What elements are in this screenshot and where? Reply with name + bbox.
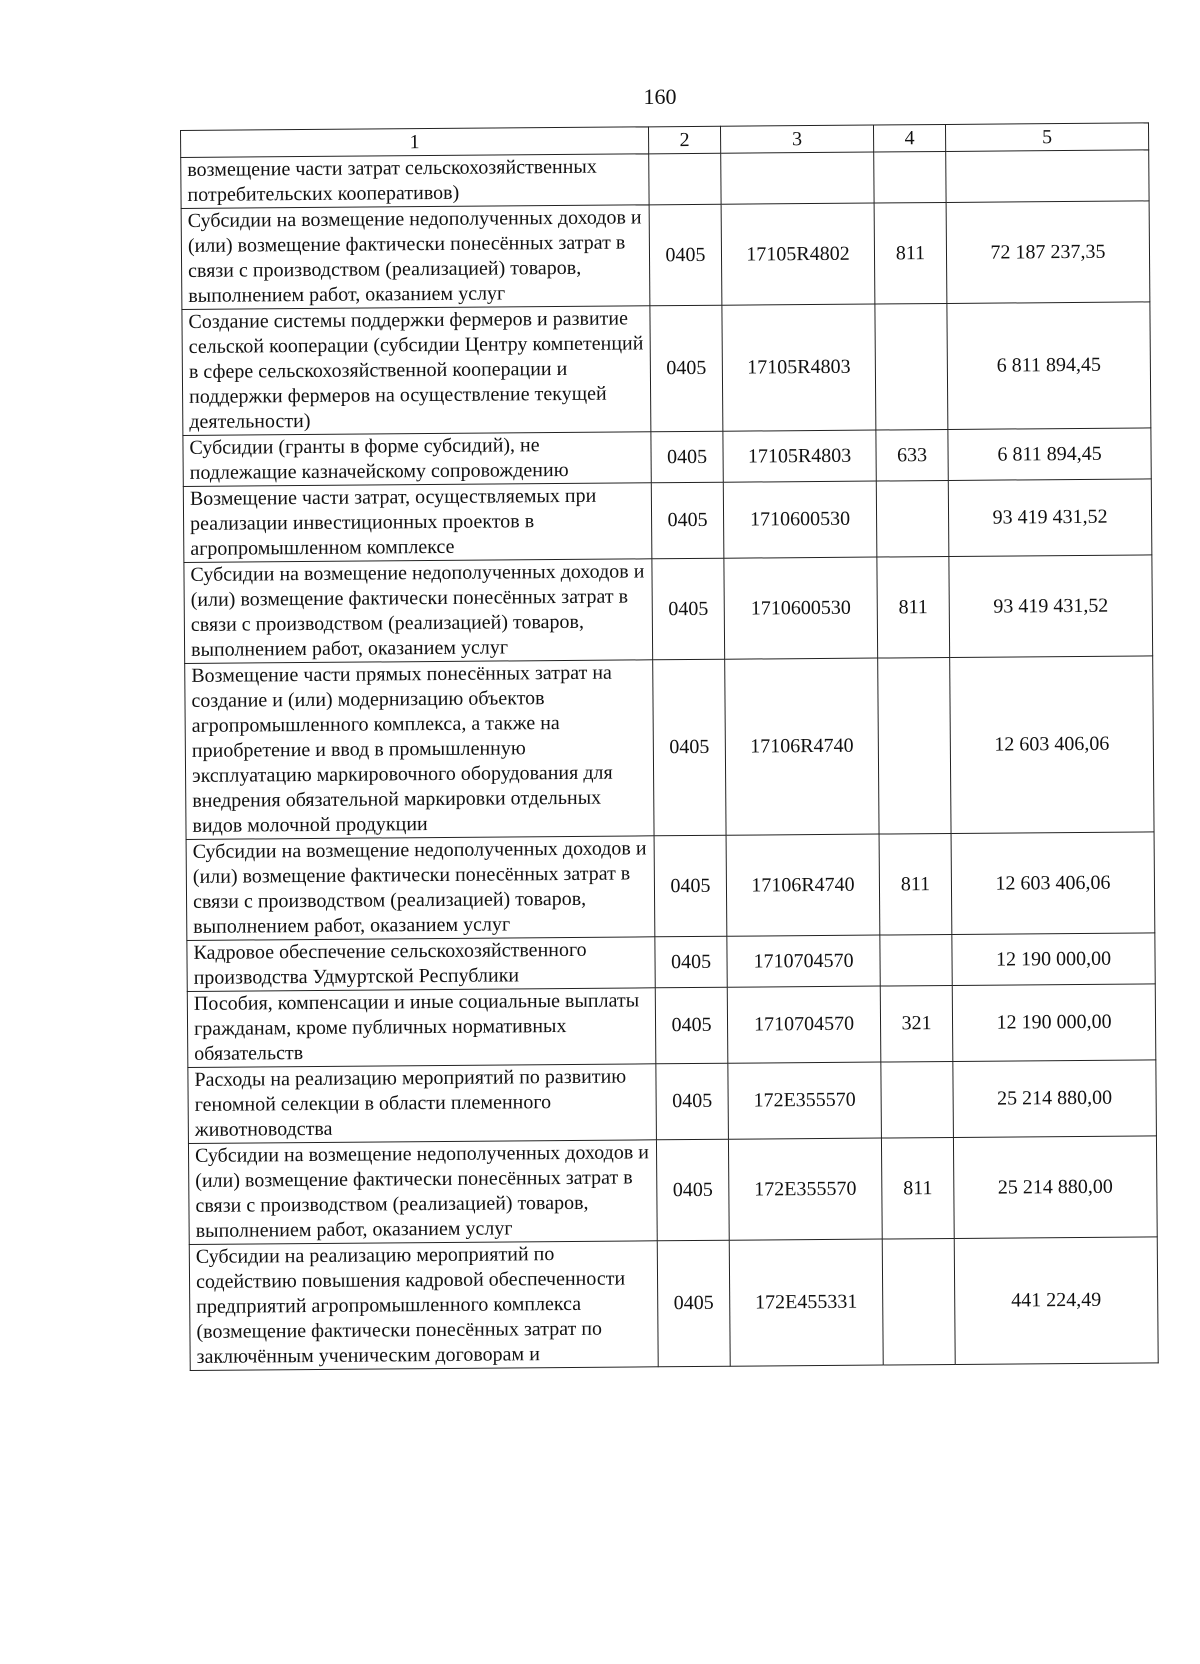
table-row	[188, 1060, 1157, 1144]
row-type-code	[880, 934, 952, 986]
row-type-code: 811	[879, 833, 952, 935]
row-type-code: 321	[880, 985, 953, 1062]
row-section-code: 0405	[655, 987, 728, 1064]
row-amount: 12 603 406,06	[951, 832, 1155, 935]
table-row	[187, 933, 1155, 992]
row-section-code: 0405	[653, 659, 726, 836]
table-row	[187, 984, 1156, 1068]
row-section-code: 0405	[655, 936, 727, 988]
row-section-code: 0405	[650, 305, 723, 432]
row-description: Субсидии на реализацию мероприятий по содействию повышения кадровой обеспеченности предприятий агропромышленного комплекса (возмещение фактически понесённых затрат по заключённым ученическим договорам и	[189, 1241, 658, 1371]
row-target-code: 17105R4802	[721, 203, 875, 305]
row-section-code: 0405	[657, 1240, 730, 1367]
row-amount: 12 190 000,00	[952, 984, 1156, 1062]
row-target-code: 17106R4740	[725, 658, 879, 835]
header-col-3: 3	[720, 125, 873, 153]
row-amount	[946, 150, 1149, 203]
row-amount: 25 214 880,00	[953, 1136, 1157, 1239]
row-target-code: 1710704570	[727, 935, 880, 987]
row-amount: 25 214 880,00	[953, 1060, 1157, 1138]
header-col-1: 1	[181, 127, 649, 158]
row-amount: 441 224,49	[954, 1237, 1158, 1365]
row-section-code: 0405	[651, 482, 724, 559]
table-row	[181, 201, 1150, 310]
row-description: Расходы на реализацию мероприятий по развитию геномной селекции в области племенного животноводства	[188, 1064, 657, 1144]
table-row	[183, 428, 1151, 487]
row-description: Возмещение части затрат, осуществляемых при реализации инвестиционных проектов в агропромышленном комплексе	[183, 483, 652, 563]
row-type-code	[882, 1238, 955, 1365]
row-type-code: 811	[874, 202, 947, 304]
row-amount: 6 811 894,45	[947, 302, 1151, 430]
row-target-code: 172E355570	[728, 1062, 882, 1139]
table-row	[181, 150, 1149, 209]
row-amount: 12 190 000,00	[952, 933, 1155, 986]
row-type-code	[875, 303, 948, 430]
row-description: Кадровое обеспечение сельскохозяйственного производства Удмуртской Республики	[187, 937, 655, 992]
row-description: Пособия, компенсации и иные социальные выплаты гражданам, кроме публичных нормативных обязательств	[187, 988, 656, 1068]
header-col-5: 5	[945, 123, 1148, 152]
page-number: 160	[643, 84, 677, 109]
header-col-2: 2	[648, 126, 720, 154]
table-row	[184, 555, 1153, 664]
row-type-code: 811	[881, 1137, 954, 1239]
row-description: Субсидии на возмещение недополученных доходов и (или) возмещение фактически понесённых затрат в связи с производством (реализацией) товаров, выполнением работ, оказанием услуг	[181, 205, 650, 310]
row-section-code: 0405	[649, 204, 722, 306]
row-amount: 93 419 431,52	[949, 555, 1153, 658]
header-col-4: 4	[873, 124, 945, 152]
row-section-code: 0405	[656, 1139, 729, 1241]
row-amount: 12 603 406,06	[950, 656, 1154, 834]
row-amount: 6 811 894,45	[948, 428, 1151, 481]
row-type-code: 633	[876, 429, 948, 481]
row-type-code	[878, 657, 951, 834]
table-row	[186, 832, 1155, 941]
row-section-code: 0405	[651, 431, 723, 483]
table-row	[183, 479, 1152, 563]
row-amount: 93 419 431,52	[948, 479, 1152, 557]
row-description: возмещение части затрат сельскохозяйственных потребительских кооперативов)	[181, 154, 649, 209]
row-description: Возмещение части прямых понесённых затрат на создание и (или) модернизацию объектов агропромышленного комплекса, а также на приобретение и ввод в промышленную эксплуатацию маркировочного оборудования для внедрения обязательной маркировки отдельных видов молочной продукции	[185, 660, 654, 840]
row-description: Создание системы поддержки фермеров и развитие сельской кооперации (субсидии Центру компетенций в сфере сельскохозяйственной кооперации и поддержки фермеров на осуществление текущей деятельности)	[182, 306, 651, 436]
row-description: Субсидии на возмещение недополученных доходов и (или) возмещение фактически понесённых затрат в связи с производством (реализацией) товаров, выполнением работ, оказанием услуг	[186, 836, 655, 941]
row-type-code	[876, 480, 949, 557]
row-description: Субсидии на возмещение недополученных доходов и (или) возмещение фактически понесённых затрат в связи с производством (реализацией) товаров, выполнением работ, оказанием услуг	[188, 1140, 657, 1245]
row-section-code	[649, 153, 721, 205]
row-type-code	[874, 151, 946, 203]
row-type-code	[881, 1061, 954, 1138]
row-target-code: 17106R4740	[726, 834, 880, 936]
row-target-code: 1710600530	[723, 481, 877, 558]
row-target-code: 1710704570	[727, 986, 881, 1063]
table-row	[189, 1237, 1158, 1371]
row-target-code: 1710600530	[724, 557, 878, 659]
row-target-code: 17105R4803	[723, 430, 876, 482]
row-target-code: 172E455331	[729, 1239, 883, 1366]
row-type-code: 811	[877, 556, 950, 658]
budget-table	[180, 122, 1159, 1371]
table-row	[185, 656, 1154, 840]
row-description: Субсидии на возмещение недополученных доходов и (или) возмещение фактически понесённых затрат в связи с производством (реализацией) товаров, выполнением работ, оказанием услуг	[184, 559, 653, 664]
row-section-code: 0405	[654, 835, 727, 937]
row-target-code: 17105R4803	[722, 304, 876, 431]
row-target-code: 172E355570	[728, 1138, 882, 1240]
row-amount: 72 187 237,35	[946, 201, 1150, 304]
row-section-code: 0405	[652, 558, 725, 660]
row-description: Субсидии (гранты в форме субсидий), не подлежащие казначейскому сопровождению	[183, 432, 651, 487]
table-row	[188, 1136, 1157, 1245]
row-section-code: 0405	[656, 1063, 729, 1140]
row-target-code	[721, 152, 874, 204]
table-row	[182, 302, 1151, 436]
